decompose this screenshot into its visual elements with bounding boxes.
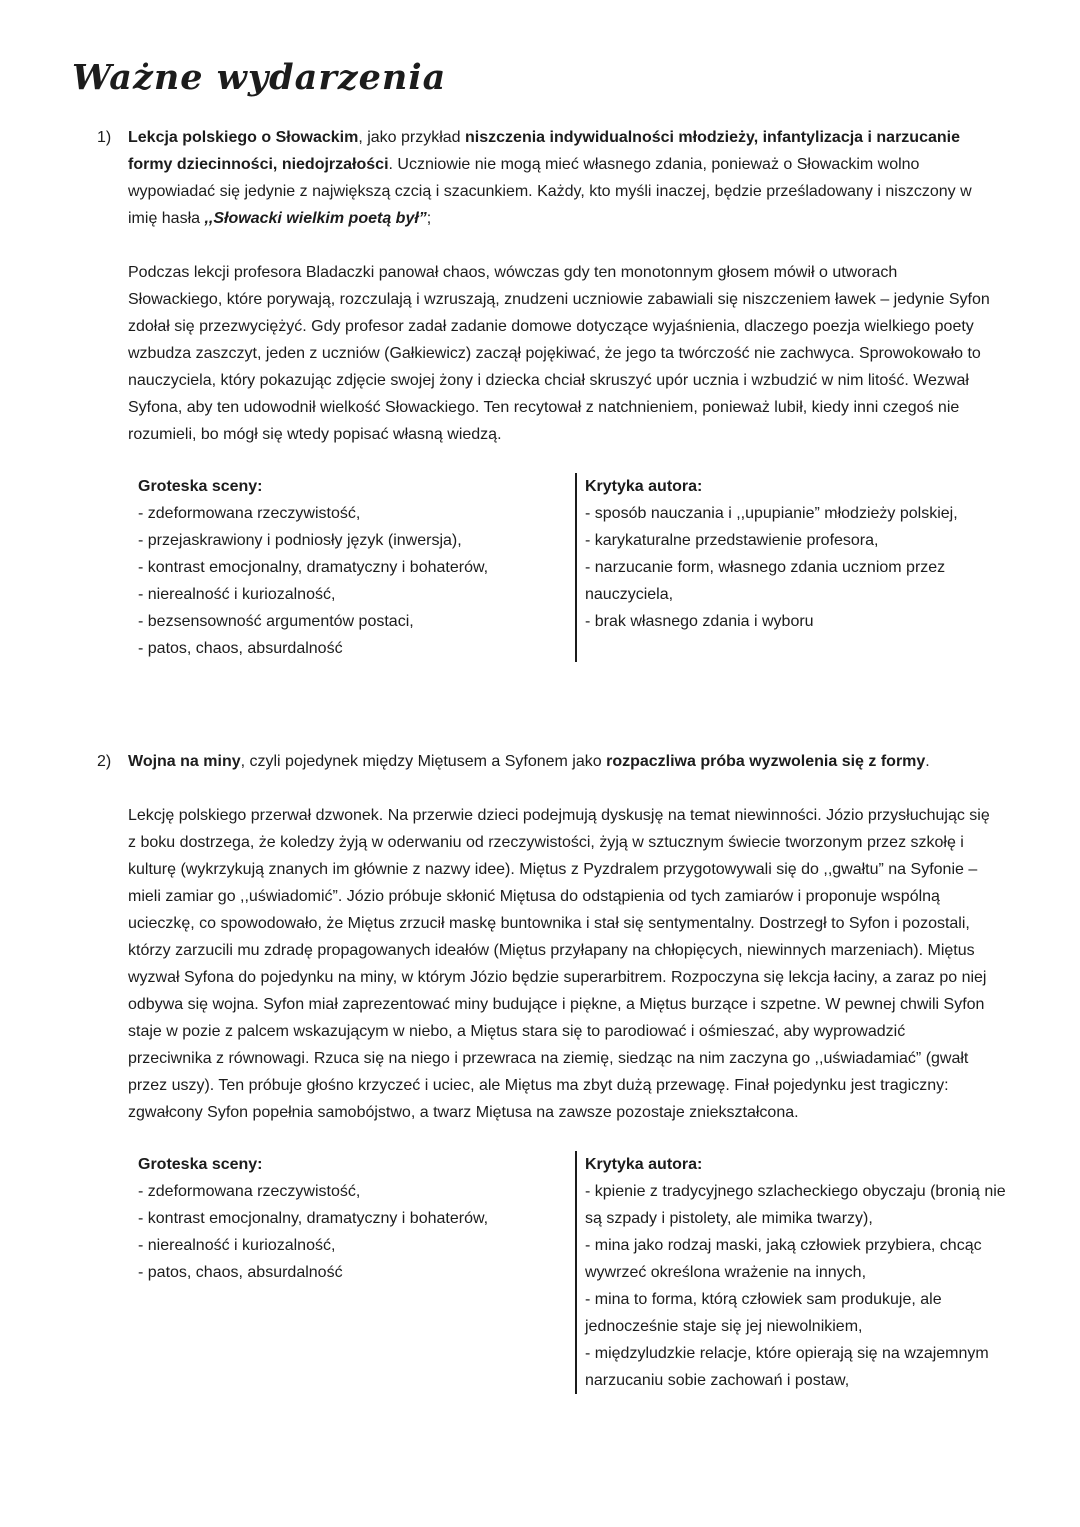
item2-comparison-table bbox=[138, 1151, 1010, 1394]
list-item-2-number: 2) bbox=[97, 753, 112, 770]
list-item: - kpienie z tradycyjnego szlacheckiego obyczaju (bronią nie są szpady i pistolety, ale mimika twarzy), bbox=[585, 1183, 1006, 1227]
item1-grotesque-column bbox=[138, 473, 575, 662]
list-item: - patos, chaos, absurdalność bbox=[138, 640, 343, 657]
item2-grotesque-title: Groteska sceny: bbox=[138, 1156, 263, 1173]
list-item: - brak własnego zdania i wyboru bbox=[585, 613, 814, 630]
item2-paragraph: Lekcję polskiego przerwał dzwonek. Na przerwie dzieci podejmują dyskusję na temat niewinności. Józio przysłuchując się z boku dostrzega, że koledzy żyją w oderwaniu od rzeczywistości, żyją w sztucznym świecie tworzonym przez szkołę i kulturę (wykrzykują znanych im głównie z nazwy idee). Miętus z Pyzdralem przygotowywali się do ,,gwałtu” na Syfonie – mieli zamiar go ,,uświadomić”. Józio próbuje skłonić Miętusa do odstąpienia od tych zamiarów i proponuje wspólną ucieczkę, co spowodowało, że Miętus zrzucił maskę buntownika i stał się sentymentalny. Dostrzegł to Syfon i pozostali, którzy zarzucili mu zdradę propagowanych ideałów (Miętus przyłapany na chłopięcych, niewinnych marzeniach). Miętus wyzwał Syfona do pojedynku na miny, w którym Józio będzie superarbitrem. Rozpoczyna się lekcja łaciny, a zaraz po niej odbywa się wojna. Syfon miał zaprezentować miny budujące i piękne, a Miętus burzące i szpetne. W pewnej chwili Syfon staje w pozie z palcem wskazującym w niebo, a Miętus stara się to parodiować i ośmieszać, aby wyprowadzić przeciwnika z równowagi. Rzuca się na niego i przewraca na ziemię, siedząc na nim zaczyna go ,,uświadamiać” (gwałt przez uszy). Ten próbuje głośno krzyczeć i uciec, ale Miętus ma zbyt dużą przewagę. Finał pojedynku jest tragiczny: zgwałcony Syfon popełnia samobójstwo, a twarz Miętusa na zawsze pozostaje zniekształcona. bbox=[128, 807, 990, 1121]
list-item-1-intro bbox=[128, 124, 990, 232]
item2-critique-title: Krytyka autora: bbox=[585, 1156, 703, 1173]
intro2-emphasis: rozpaczliwa próba wyzwolenia się z formy bbox=[606, 753, 926, 770]
list-item: - zdeformowana rzeczywistość, bbox=[138, 505, 361, 522]
intro1-topic: Lekcja polskiego o Słowackim bbox=[128, 129, 359, 146]
list-item: - kontrast emocjonalny, dramatyczny i bohaterów, bbox=[138, 1210, 489, 1227]
item2-critique-column bbox=[577, 1151, 1010, 1394]
list-item: - karykaturalne przedstawienie profesora, bbox=[585, 532, 879, 549]
list-item: - patos, chaos, absurdalność bbox=[138, 1264, 343, 1281]
list-item: - narzucanie form, własnego zdania uczniom przez nauczyciela, bbox=[585, 559, 946, 603]
list-item: - mina jako rodzaj maski, jaką człowiek przybiera, chcąc wywrzeć określona wrażenie na innych, bbox=[585, 1237, 982, 1281]
list-item-1 bbox=[97, 124, 990, 232]
intro1-quote: ,,Słowacki wielkim poetą był” bbox=[204, 210, 427, 227]
list-item-2 bbox=[97, 748, 990, 775]
intro1-text-b: . Uczniowie nie mogą mieć własnego zdania, ponieważ o Słowackim wolno wypowiadać się jedynie z największą czcią i szacunkiem. Każdy, kto myśli inaczej, będzie prześladowany i niszczony w imię hasła bbox=[128, 156, 972, 227]
list-item: - kontrast emocjonalny, dramatyczny i bohaterów, bbox=[138, 559, 489, 576]
intro2-text-a: , czyli pojedynek między Miętusem a Syfonem jako bbox=[240, 753, 607, 770]
list-item: - nierealność i kuriozalność, bbox=[138, 586, 336, 603]
item1-paragraph: Podczas lekcji profesora Bladaczki panował chaos, wówczas gdy ten monotonnym głosem mówił o utworach Słowackiego, które porywają, rozczulają i wzruszają, znudzeni uczniowie zabawiali się niszczeniem ławek – jedynie Syfon zdołał się przezwyciężyć. Gdy profesor zadał zadanie domowe dotyczące wyjaśnienia, dlaczego poezja wielkiego poety wzbudza zaszczyt, jeden z uczniów (Gałkiewicz) zaczął pojękiwać, że jego ta twórczość nie zachwyca. Sprowokowało to nauczyciela, który pokazując zdjęcie swojej żony i dziecka chciał skruszyć upór ucznia i wzbudzić w nim litość. Wezwał Syfona, aby ten udowodnił wielkość Słowackiego. Ten recytował z natchnieniem, ponieważ lubił, kiedy inni czegoś nie rozumieli, bo mógł się wtedy popisać własną wiedzą. bbox=[128, 264, 990, 443]
item1-critique-column bbox=[577, 473, 1010, 662]
item2-grotesque-column bbox=[138, 1151, 575, 1394]
section-spacer bbox=[0, 662, 1080, 724]
list-item: - zdeformowana rzeczywistość, bbox=[138, 1183, 361, 1200]
list-item-1-number: 1) bbox=[97, 129, 112, 146]
list-item: - sposób nauczania i ,,upupianie” młodzieży polskiej, bbox=[585, 505, 958, 522]
intro2-topic: Wojna na miny bbox=[128, 753, 241, 770]
item1-comparison-table bbox=[138, 473, 1010, 662]
intro1-text-a: , jako przykład bbox=[358, 129, 466, 146]
list-item: - mina to forma, którą człowiek sam produkuje, ale jednocześnie staje się jej niewolnikiem, bbox=[585, 1291, 942, 1335]
page-title: Ważne wydarzenia bbox=[72, 57, 447, 98]
list-item: - przejaskrawiony i podniosły język (inwersja), bbox=[138, 532, 462, 549]
item1-critique-title: Krytyka autora: bbox=[585, 478, 703, 495]
list-item-2-intro bbox=[128, 748, 990, 775]
list-item: - nierealność i kuriozalność, bbox=[138, 1237, 336, 1254]
list-item: - bezsensowność argumentów postaci, bbox=[138, 613, 414, 630]
item1-grotesque-title: Groteska sceny: bbox=[138, 478, 263, 495]
intro1-emphasis: niszczenia indywidualności młodzieży, infantylizacja i narzucanie formy dziecinności, niedojrzałości bbox=[128, 129, 960, 173]
intro2-text-b: . bbox=[925, 753, 930, 770]
list-item: - międzyludzkie relacje, które opierają się na wzajemnym narzucaniu sobie zachowań i postaw, bbox=[585, 1345, 989, 1389]
intro1-text-c: ; bbox=[426, 210, 432, 227]
